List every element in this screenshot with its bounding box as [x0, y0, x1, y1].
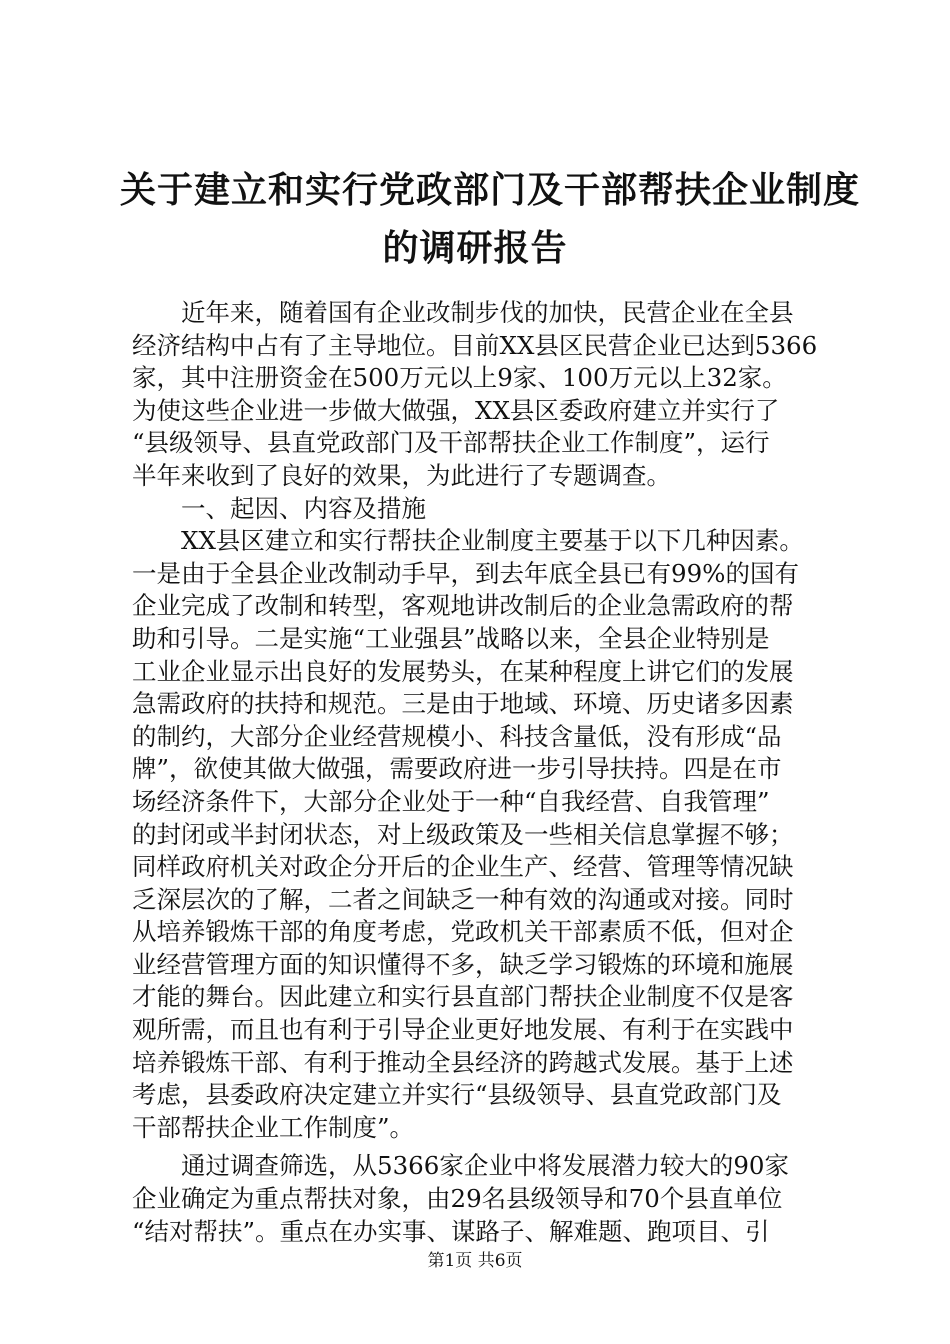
paragraph-line: 场经济条件下，大部分企业处于一种“自我经营、自我管理”: [132, 786, 770, 816]
page-footer: 第1页 共6页: [427, 1251, 523, 1271]
paragraph-line: 企业完成了改制和转型，客观地讲改制后的企业急需政府的帮: [132, 591, 794, 621]
section-heading: 一、起因、内容及措施: [181, 493, 426, 523]
paragraph-line: “结对帮扶”。重点在办实事、谋路子、解难题、跑项目、引: [132, 1216, 770, 1246]
paragraph-line: 从培养锻炼干部的角度考虑，党政机关干部素质不低，但对企: [132, 917, 794, 947]
paragraph-line: 家，其中注册资金在500万元以上9家、100万元以上32家。: [132, 363, 787, 393]
paragraph-line: “县级领导、县直党政部门及干部帮扶企业工作制度”，运行: [132, 428, 770, 458]
paragraph-line: 同样政府机关对政企分开后的企业生产、经营、管理等情况缺: [132, 852, 794, 882]
paragraph-line: 乏深层次的了解，二者之间缺乏一种有效的沟通或对接。同时: [132, 884, 794, 914]
paragraph-line: 半年来收到了良好的效果，为此进行了专题调查。: [132, 460, 671, 490]
paragraph-line: 干部帮扶企业工作制度”。: [132, 1112, 415, 1142]
paragraph-line: 培养锻炼干部、有利于推动全县经济的跨越式发展。基于上述: [132, 1047, 794, 1077]
paragraph-line: 牌”，欲使其做大做强，需要政府进一步引导扶持。四是在市: [132, 754, 782, 784]
paragraph-line: 通过调查筛选，从5366家企业中将发展潜力较大的90家: [181, 1151, 790, 1181]
paragraph-line: 的封闭或半封闭状态，对上级政策及一些相关信息掌握不够；: [132, 819, 794, 849]
paragraph-line: 企业确定为重点帮扶对象，由29名县级领导和70个县直单位: [132, 1184, 783, 1214]
document-title-line-1: 关于建立和实行党政部门及干部帮扶企业制度: [120, 169, 861, 211]
paragraph-line: 的制约，大部分企业经营规模小、科技含量低，没有形成“品: [132, 721, 782, 751]
document-body: [132, 297, 832, 1248]
paragraph-line: 考虑，县委政府决定建立并实行“县级领导、县直党政部门及: [132, 1080, 782, 1110]
document-title-line-2: 的调研报告: [382, 227, 568, 269]
paragraph-line: 才能的舞台。因此建立和实行县直部门帮扶企业制度不仅是客: [132, 982, 794, 1012]
paragraph-line: 为使这些企业进一步做大做强，XX县区委政府建立并实行了: [132, 395, 780, 425]
paragraph-line: 工业企业显示出良好的发展势头，在某种程度上讲它们的发展: [132, 656, 794, 686]
paragraph-line: 近年来，随着国有企业改制步伐的加快，民营企业在全县: [181, 298, 794, 327]
paragraph-line: 急需政府的扶持和规范。三是由于地域、环境、历史诸多因素: [132, 689, 794, 719]
paragraph-line: 观所需，而且也有利于引导企业更好地发展、有利于在实践中: [132, 1015, 794, 1045]
paragraph-line: 一是由于全县企业改制动手早，到去年底全县已有99%的国有: [132, 558, 799, 588]
paragraph-line: 经济结构中占有了主导地位。目前XX县区民营企业已达到5366: [132, 330, 818, 360]
paragraph-line: 助和引导。二是实施“工业强县”战略以来，全县企业特别是: [132, 623, 770, 653]
paragraph-line: 业经营管理方面的知识懂得不多，缺乏学习锻炼的环境和施展: [132, 949, 794, 979]
paragraph-line: XX县区建立和实行帮扶企业制度主要基于以下几种因素。: [181, 526, 804, 556]
